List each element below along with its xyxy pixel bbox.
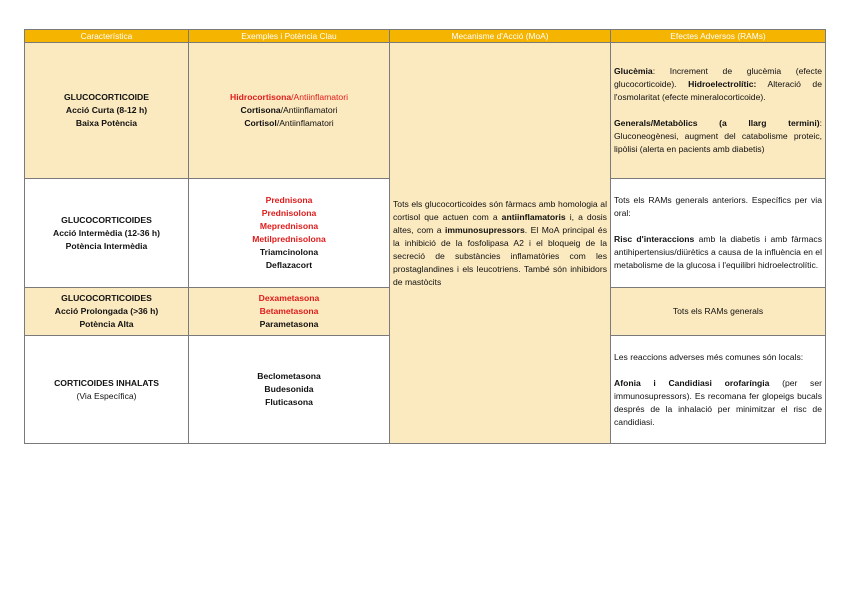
example-item: Fluticasona — [265, 397, 313, 407]
effects-para: Afonia i Candidiasi orofaríngia (per ser immunosupressors). Es recomana fer glopeigs bucals després de la inhalació per minimitzar el risc de candidiasi. — [614, 377, 822, 427]
effects-para: Tots els RAMs generals — [672, 306, 764, 316]
char-line: (Via Específica) — [76, 390, 137, 401]
examples-cell — [189, 43, 390, 179]
effects-cell — [611, 179, 826, 288]
example-item: Prednisolona — [261, 208, 317, 218]
char-line: Acció Prolongada (>36 h) — [54, 306, 159, 316]
header-examples: Exemples i Potència Clau — [189, 30, 390, 43]
example-item: Cortisol/Antiinflamatori — [244, 118, 334, 128]
char-line: Potència Alta — [79, 319, 134, 329]
example-item: Deflazacort — [265, 260, 313, 270]
example-item: Hidrocortisona/Antiinflamatori — [230, 92, 348, 102]
effects-para: Les reaccions adverses més comunes són locals: — [614, 351, 804, 362]
char-line: Acció Curta (8-12 h) — [65, 105, 148, 115]
example-item: Betametasona — [259, 306, 319, 316]
characteristic-cell — [25, 288, 189, 336]
characteristic-cell — [25, 179, 189, 288]
effects-para: Tots els RAMs generals anteriors. Específics per via oral: — [614, 195, 822, 218]
header-row — [25, 30, 826, 43]
example-item: Beclometasona — [257, 371, 321, 381]
char-line: GLUCOCORTICOIDES — [61, 214, 152, 225]
characteristic-cell — [25, 43, 189, 179]
example-item: Parametasona — [259, 319, 319, 329]
char-line: GLUCOCORTICOIDE — [64, 92, 149, 102]
example-item: Cortisona/Antiinflamatori — [240, 105, 338, 115]
moa-text: Tots els glucocorticoides són fàrmacs amb homologia al cortisol que actuen com a antiinflamatoris i, a dosis altes, com a immunosupressors. El MoA principal és la inhibició de la fosfolipasa A2 i el bloqueig de la secreció de substàncies inflamatòries com les prostaglandines i els leucotriens. També són inhibidors de mastòcits — [393, 198, 607, 287]
effects-cell — [611, 288, 826, 336]
header-effects: Efectes Adversos (RAMs) — [611, 30, 826, 43]
example-item: Triamcinolona — [259, 247, 319, 257]
example-item: Budesonida — [264, 384, 314, 394]
example-item: Metilprednisolona — [252, 234, 326, 244]
examples-cell — [189, 288, 390, 336]
effects-para: Glucèmia: Increment de glucèmia (efecte glucocorticoide). Hidroelectrolític: Alteració de l'osmolaritat (efecte mineralocorticoide). — [614, 66, 822, 102]
effects-cell — [611, 43, 826, 179]
char-line: CORTICOIDES INHALATS — [54, 377, 159, 388]
corticoid-table — [24, 29, 826, 444]
char-line: Baixa Potència — [75, 118, 138, 128]
header-characteristic: Característica — [25, 30, 189, 43]
moa-cell — [390, 43, 611, 444]
effects-para: Generals/Metabòlics (a llarg termini): Gluconeogènesi, augment del catabolisme proteic, lipòlisi (alerta en pacients amb diabetis) — [614, 118, 822, 154]
examples-cell — [189, 179, 390, 288]
header-moa: Mecanisme d'Acció (MoA) — [390, 30, 611, 43]
characteristic-cell — [25, 336, 189, 444]
effects-cell — [611, 336, 826, 444]
char-line: GLUCOCORTICOIDES — [61, 293, 152, 303]
char-line: Acció Intermèdia (12-36 h) — [53, 227, 160, 238]
effects-para: Risc d'interaccions amb la diabetis i amb fàrmacs antihipertensius/diürètics a causa de la influència en el metabolisme de la glucosa i l'equilibri hidroelectrolític. — [614, 234, 822, 270]
table-row — [25, 43, 826, 179]
example-item: Meprednisona — [259, 221, 319, 231]
examples-cell — [189, 336, 390, 444]
example-item: Dexametasona — [258, 293, 320, 303]
example-item: Prednisona — [265, 195, 313, 205]
char-line: Potència Intermèdia — [65, 240, 148, 251]
